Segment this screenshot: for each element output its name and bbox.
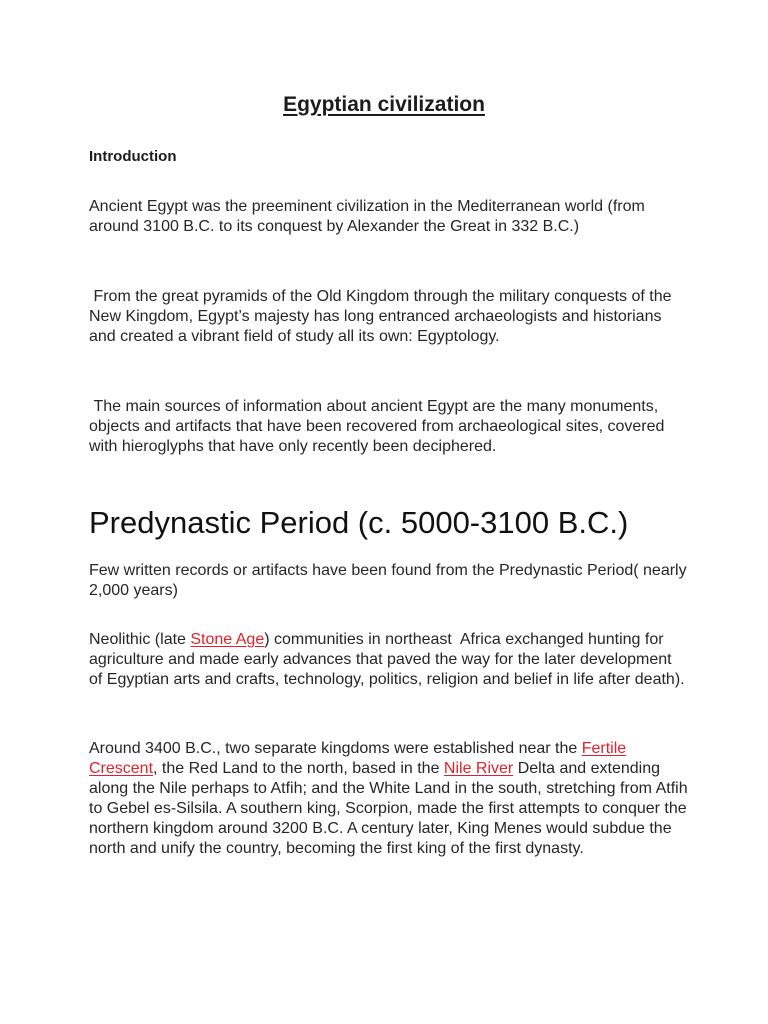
introduction-heading: Introduction [89, 148, 177, 165]
predynastic-paragraph-2 [89, 630, 689, 690]
paragraph-text: Delta and extending along the Nile perhaps to Atfih; and the White Land in the south, stretching from Atfih to Gebel es-Silsila. A southern king, Scorpion, made the first attempts to conquer the northern kingdom around 3200 B.C. A century later, King Menes would subdue the north and unify the country, becoming the first king of the first dynasty. [89, 760, 688, 857]
section-heading-predynastic: Predynastic Period (c. 5000-3100 B.C.) [89, 505, 629, 540]
paragraph-text: , the Red Land to the north, based in the [153, 760, 444, 777]
paragraph-text: Neolithic (late [89, 631, 191, 648]
fertile-crescent-link[interactable]: Fertile Crescent [89, 740, 627, 777]
predynastic-paragraph-3 [89, 739, 689, 859]
nile-river-link[interactable]: Nile River [443, 760, 514, 777]
intro-paragraph-3: The main sources of information about ancient Egypt are the many monuments, objects and artifacts that have been recovered from archaeological sites, covered with hieroglyphs that have only recently been deciphered. [89, 398, 669, 455]
paragraph-text: Around 3400 B.C., two separate kingdoms were established near the [89, 740, 582, 757]
stone-age-link[interactable]: Stone Age [190, 631, 265, 648]
predynastic-paragraph-1: Few written records or artifacts have been found from the Predynastic Period( nearly 2,000 years) [89, 562, 687, 599]
intro-paragraph-2: From the great pyramids of the Old Kingdom through the military conquests of the New Kingdom, Egypt’s majesty has long entranced archaeologists and historians and created a vibrant field of study all its own: Egyptology. [89, 288, 676, 345]
paragraph-text: ) communities in northeast Africa exchanged hunting for agriculture and made early advances that paved the way for the later development of Egyptian arts and crafts, technology, politics, religion and belief in life after death). [89, 631, 685, 688]
page-title: Egyptian civilization [283, 93, 485, 116]
intro-paragraph-1: Ancient Egypt was the preeminent civilization in the Mediterranean world (from around 3100 B.C. to its conquest by Alexander the Great in 332 B.C.) [89, 198, 645, 235]
